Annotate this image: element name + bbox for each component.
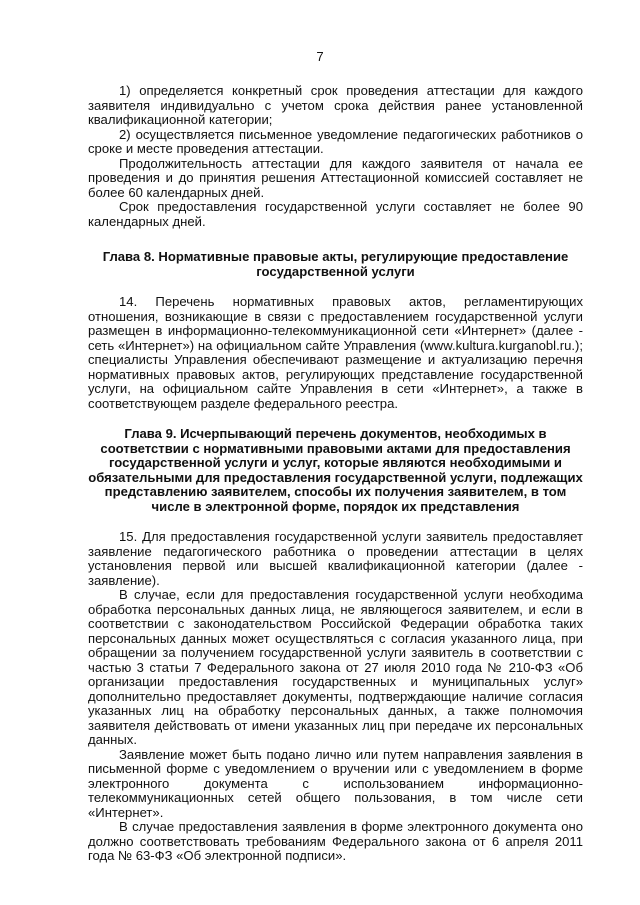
chapter-9 xyxy=(88,427,583,514)
paragraph-15: 15. Для предоставления государственной услуги заявитель предоставляет заявление педагогического работника о проведении аттестации в целях установления первой или высшей квалификационной категории (далее - заявление). xyxy=(88,529,583,588)
intro-block xyxy=(88,84,583,229)
chapter-8-heading: Глава 8. Нормативные правовые акты, регулирующие предоставление государственной услуги xyxy=(102,249,569,279)
chapter-9-heading: Глава 9. Исчерпывающий перечень документов, необходимых в соответствии с нормативными правовыми актами для предоставления государственной услуги и услуг, которые являются необходимыми и обязательными для предоставления государственной услуги, подлежащих представлению заявителем, способы их получения заявителем, в том числе в электронной форме, порядок их представления xyxy=(88,426,583,514)
page-number: 7 xyxy=(316,49,324,64)
paragraph-personal-data: В случае, если для предоставления государственной услуги необходима обработка персональных данных лица, не являющегося заявителем, и если в соответствии с законодательством Российской Федерации обработка таких персональных данных может осуществляться с согласия указанного лица, при обращении за получением государственной услуги заявитель в соответствии с частью 3 статьи 7 Федерального закона от 27 июля 2010 года № 210-ФЗ «Об организации предоставления государственных и муниципальных услуг» дополнительно предоставляет документы, подтверждающие наличие согласия указанных лиц на обработку персональных данных, а также полномочия заявителя действовать от имени указанных лиц при передаче их персональных данных. xyxy=(88,587,583,747)
chapter-9-body xyxy=(88,530,583,864)
paragraph-term: Срок предоставления государственной услуги составляет не более 90 календарных дней. xyxy=(88,199,583,229)
chapter-8-body xyxy=(88,295,583,411)
paragraph-item-2: 2) осуществляется письменное уведомление педагогических работников о сроке и месте проведения аттестации. xyxy=(88,126,583,156)
paragraph-submission: Заявление может быть подано лично или путем направления заявления в письменной форме с уведомлением о вручении или с уведомлением в форме электронного документа с использованием информационно-телекоммуникационных сетей общего пользования, в том числе сети «Интернет». xyxy=(88,746,583,820)
chapter-8 xyxy=(88,250,583,279)
paragraph-item-1: 1) определяется конкретный срок проведения аттестации для каждого заявителя индивидуально с учетом срока действия ранее установленной квалификационной категории; xyxy=(88,83,583,127)
paragraph-duration: Продолжительность аттестации для каждого заявителя от начала ее проведения и до принятия решения Аттестационной комиссией составляет не более 60 календарных дней. xyxy=(88,155,583,200)
paragraph-14: 14. Перечень нормативных правовых актов, регламентирующих отношения, возникающие в связи с предоставлением государственной услуги размещен в информационно-телекоммуникационной сети «Интернет» (далее - сеть «Интернет») на официальном сайте Управления (www.kultura.kurganobl.ru.); специалисты Управления обеспечивают размещение и актуализацию перечня нормативных правовых актов, регулирующих представление государственной услуги, на официальном сайте Управления в сети «Интернет», а также в соответствующем разделе федерального реестра. xyxy=(88,294,583,411)
paragraph-electronic: В случае предоставления заявления в форме электронного документа оно должно соответствовать требованиям Федерального закона от 6 апреля 2011 года № 63-ФЗ «Об электронной подписи». xyxy=(88,819,583,863)
